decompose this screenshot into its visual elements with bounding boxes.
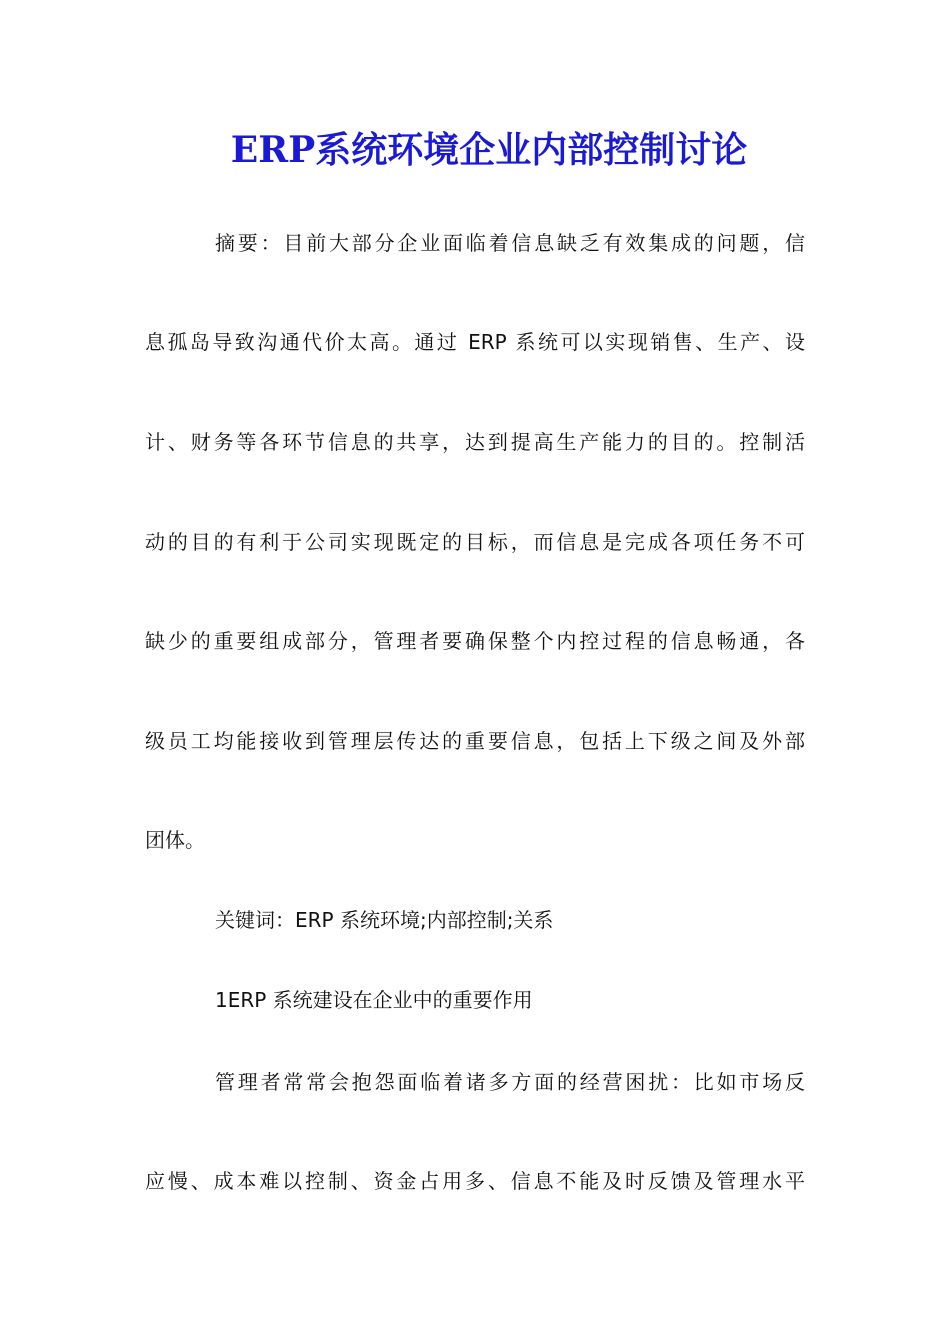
keywords-line: 关键词：ERP 系统环境;内部控制;关系 (215, 908, 554, 932)
abstract-line: 缺少的重要组成部分，管理者要确保整个内控过程的信息畅通，各 (145, 629, 805, 653)
abstract-line: 级员工均能接收到管理层传达的重要信息，包括上下级之间及外部 (145, 729, 805, 753)
body-line: 应慢、成本难以控制、资金占用多、信息不能及时反馈及管理水平 (145, 1169, 805, 1193)
abstract-line: 息孤岛导致沟通代价太高。通过 ERP 系统可以实现销售、生产、设 (145, 330, 805, 354)
body-line: 管理者常常会抱怨面临着诸多方面的经营困扰：比如市场反 (215, 1070, 805, 1094)
abstract-line: 动的目的有利于公司实现既定的目标，而信息是完成各项任务不可 (145, 530, 805, 554)
abstract-line: 摘要：目前大部分企业面临着信息缺乏有效集成的问题，信 (215, 231, 805, 255)
abstract-line: 计、财务等各环节信息的共享，达到提高生产能力的目的。控制活 (145, 430, 805, 454)
document-title: ERP系统环境企业内部控制讨论 (230, 129, 748, 171)
abstract-line: 团体。 (145, 828, 205, 852)
section-heading: 1ERP 系统建设在企业中的重要作用 (215, 988, 533, 1012)
